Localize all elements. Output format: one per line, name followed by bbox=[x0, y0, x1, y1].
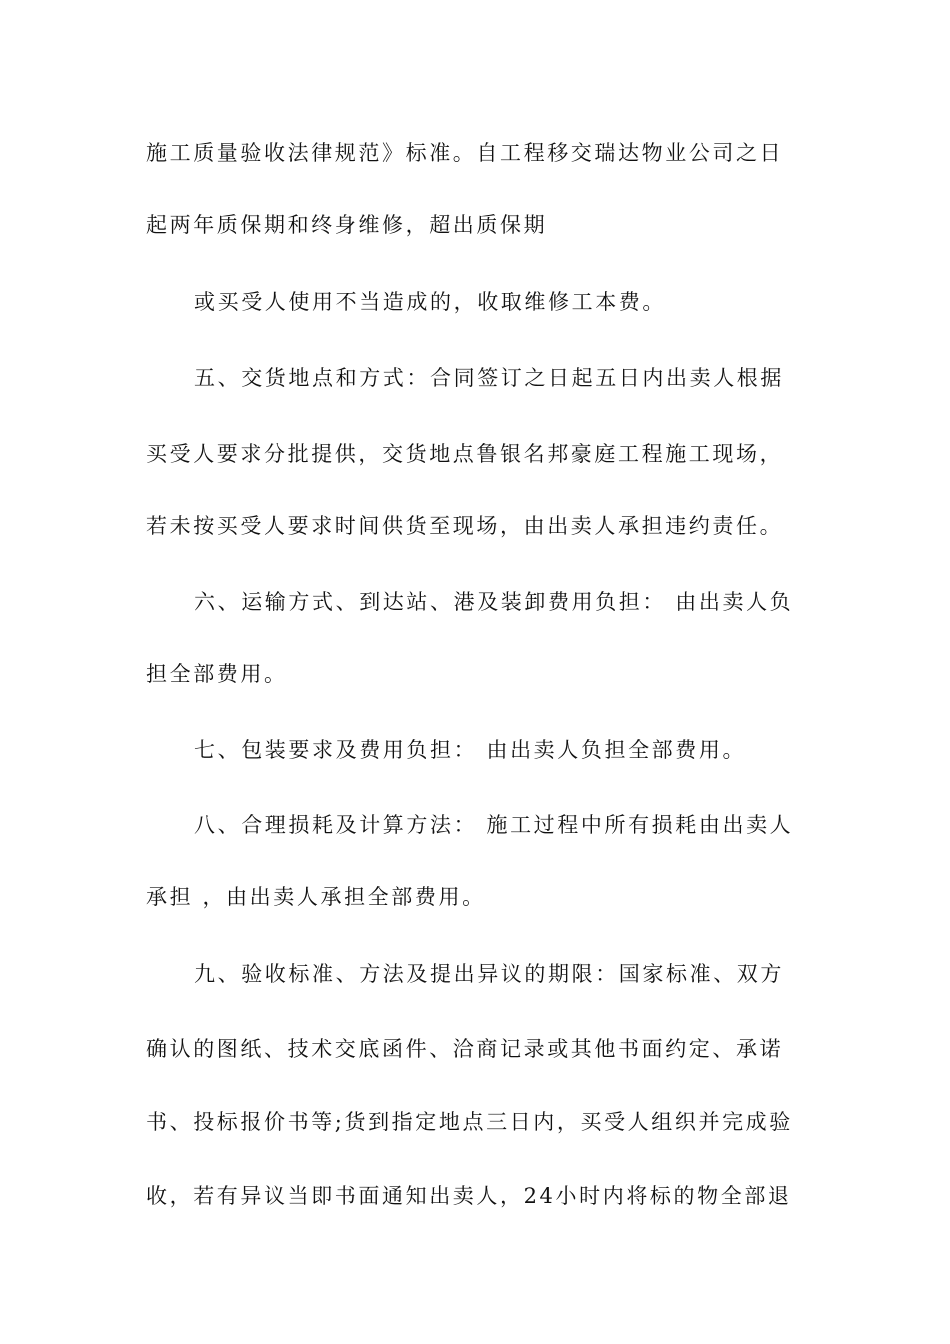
text-line: 六、运输方式、到达站、港及装卸费用负担： 由出卖人负 bbox=[194, 590, 794, 614]
text-line: 八、合理损耗及计算方法： 施工过程中所有损耗由出卖人 bbox=[194, 813, 794, 837]
text-line: 担全部费用。 bbox=[146, 662, 288, 686]
text-line: 起两年质保期和终身维修，超出质保期 bbox=[146, 213, 548, 237]
text-line: 五、交货地点和方式：合同签订之日起五日内出卖人根据 bbox=[194, 366, 784, 390]
text-line: 确认的图纸、技术交底函件、洽商记录或其他书面约定、承诺 bbox=[146, 1037, 784, 1061]
text-line: 承担 ，由出卖人承担全部费用。 bbox=[146, 885, 486, 909]
text-line: 若未按买受人要求时间供货至现场，由出卖人承担违约责任。 bbox=[146, 514, 784, 538]
text-line: 书、投标报价书等;货到指定地点三日内，买受人组织并完成验 bbox=[146, 1110, 793, 1134]
text-line: 或买受人使用不当造成的，收取维修工本费。 bbox=[194, 290, 666, 314]
text-line: 七、包装要求及费用负担： 由出卖人负担全部费用。 bbox=[194, 738, 747, 762]
text-line: 九、验收标准、方法及提出异议的期限：国家标准、双方 bbox=[194, 962, 784, 986]
text-line: 买受人要求分批提供，交货地点鲁银名邦豪庭工程施工现场， bbox=[146, 442, 784, 466]
text-line: 收，若有异议当即书面通知出卖人，24小时内将标的物全部退 bbox=[146, 1184, 792, 1208]
text-line: 施工质量验收法律规范》标准。自工程移交瑞达物业公司之日 bbox=[146, 141, 784, 165]
